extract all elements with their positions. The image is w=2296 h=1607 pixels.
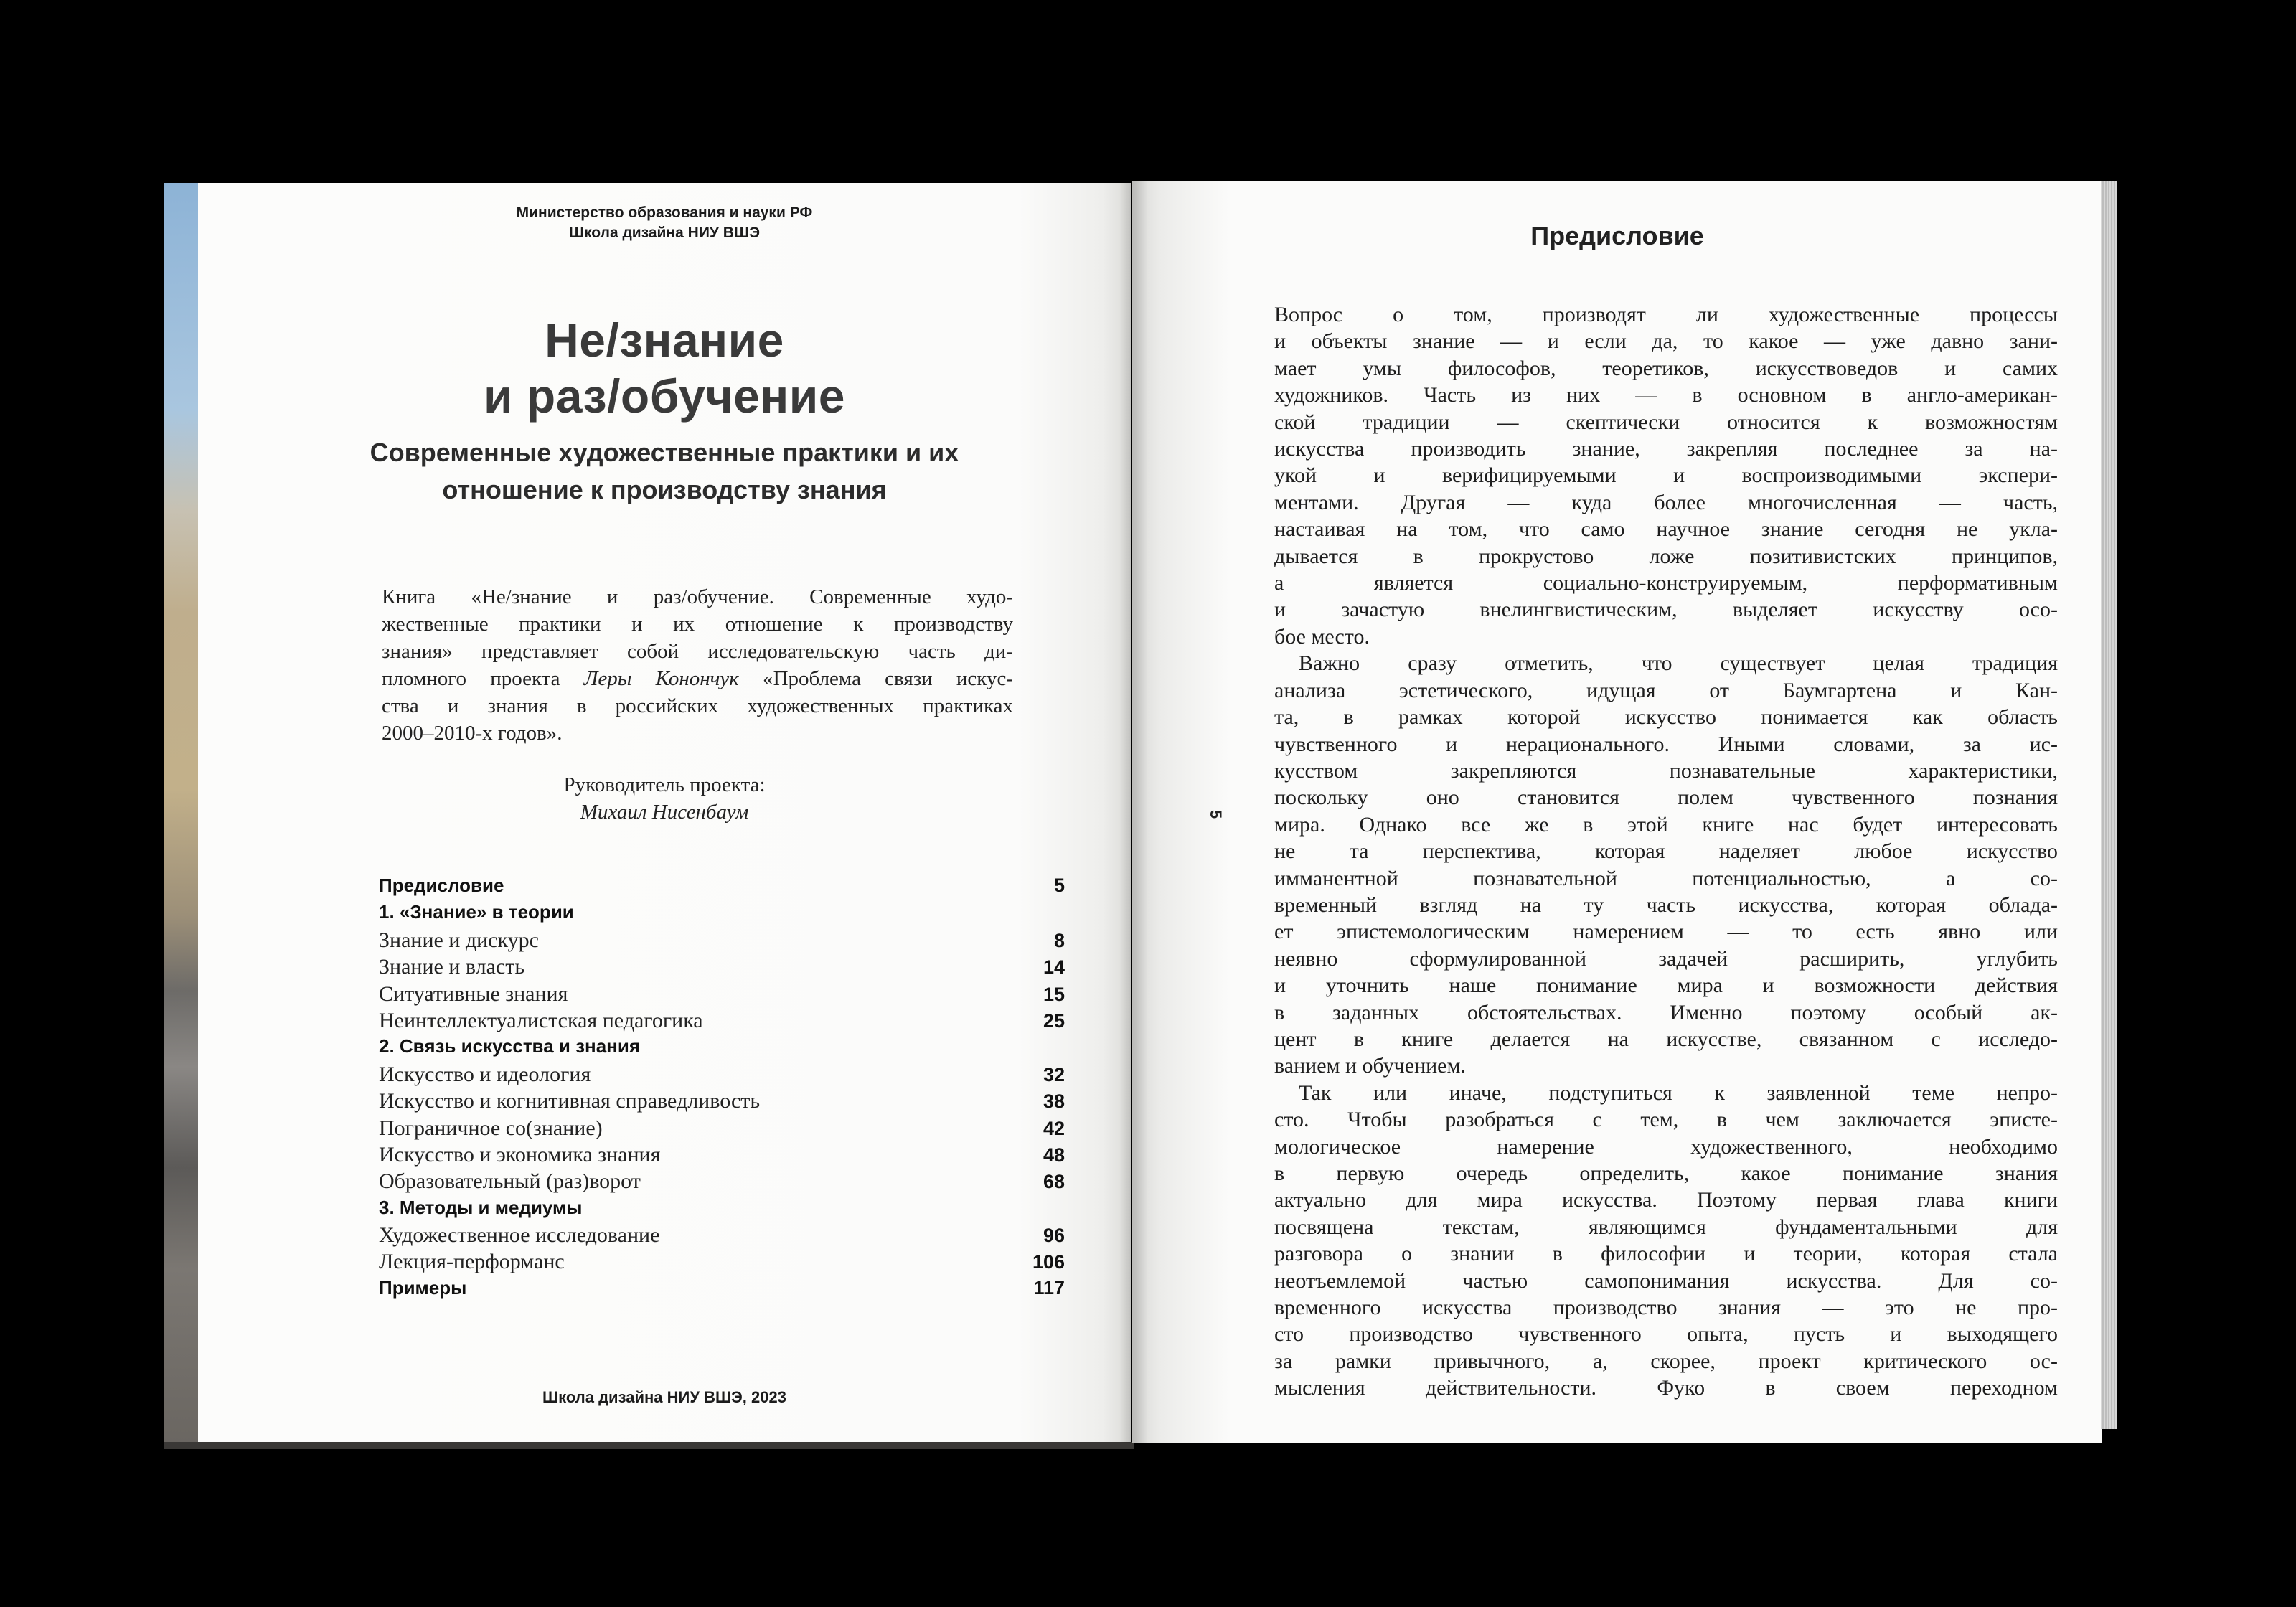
toc-entry-page: 48 [1043, 1144, 1065, 1166]
toc-entry [379, 928, 1065, 955]
toc-entry-page: 8 [1053, 929, 1065, 951]
supervisor-name: Михаил Нисенбаум [580, 801, 749, 824]
preface-line: бое место. [1274, 624, 1370, 649]
intro-line: ства и знания в российских художественных практиках [382, 694, 1013, 717]
preface-line: актуально для мира искусства. Поэтому первая глава книги [1274, 1188, 2058, 1212]
toc-entry [379, 1277, 1065, 1304]
book-title [198, 312, 1131, 424]
preface-line: мира. Однако все же в этой книге нас будет интересовать [1274, 812, 2058, 837]
intro-paragraph [382, 583, 1013, 747]
left-page-title-page [198, 183, 1131, 1442]
preface-line: и уточнить наше понимание мира и возможности действия [1274, 974, 2058, 998]
toc-entry-page: 25 [1043, 1009, 1065, 1032]
preface-line: неявно сформулированной задачей расширить, углубить [1274, 946, 2058, 971]
preface-line: имманентной познавательной потенциальностью, а со- [1274, 866, 2058, 890]
preface-line: чувственного и нерационального. Иными словами, за ис- [1274, 732, 2058, 756]
book-gutter [1119, 181, 1148, 1443]
preface-line: не та перспектива, которая наделяет любое искусство [1274, 839, 2058, 864]
preface-line: разговора о знании в философии и теории, которая стала [1274, 1242, 2058, 1266]
preface-line: ментами. Другая — куда более многочисленная — часть, [1274, 490, 2058, 514]
ministry-line: Министерство образования и науки РФ [516, 204, 813, 221]
toc-entry [379, 1116, 1065, 1143]
toc-entry [379, 1223, 1065, 1250]
publisher-block [198, 203, 1131, 243]
intro-line-author [382, 665, 1013, 692]
preface-line: в первую очередь определить, какое понимание знания [1274, 1161, 2058, 1185]
toc-entry [379, 1197, 1065, 1223]
toc-entry-title: Лекция-перформанс [379, 1250, 565, 1274]
preface-line: цент в книге делается на искусстве, связанном с исследо- [1274, 1027, 2058, 1051]
preface-line: настаивая на том, что само научное знание сегодня не укла- [1274, 517, 2058, 542]
author-name: Леры Конончук [583, 667, 739, 690]
toc-entry [379, 982, 1065, 1009]
intro-line: Книга «Не/знание и раз/обучение. Современные худо- [382, 585, 1013, 608]
toc-entry [379, 1250, 1065, 1276]
toc-entry-page: 32 [1043, 1063, 1065, 1085]
preface-line: мологическое намерение художественного, необходимо [1274, 1134, 2058, 1159]
supervisor-label: Руководитель проекта: [563, 773, 766, 796]
preface-line: кусством закрепляются познавательные характеристики, [1274, 758, 2058, 783]
preface-line: ет эпистемологическим намерением — то есть явно или [1274, 920, 2058, 944]
imprint: Школа дизайна НИУ ВШЭ, 2023 [542, 1388, 786, 1406]
toc-entry-title: Искусство и когнитивная справедливость [379, 1089, 761, 1113]
preface-line: Важно сразу отметить, что существует целая традиция [1299, 651, 2058, 676]
preface-body [1274, 301, 2058, 1402]
toc-entry-title: 2. Связь искусства и знания [379, 1035, 641, 1057]
cover-photo-edge [164, 183, 201, 1446]
preface-line: мает умы философов, теоретиков, искусствоведов и самих [1274, 356, 2058, 380]
preface-line: и объекты знание — и если да, то какое — уже давно зани- [1274, 329, 2058, 354]
table-of-contents [379, 875, 1065, 1304]
intro-text: «Проблема связи искус- [738, 667, 1013, 690]
preface-line: за рамки привычного, а, скорее, проект критического ос- [1274, 1349, 2058, 1373]
preface-line: укой и верифицируемыми и воспроизводимыми экспери- [1274, 463, 2058, 488]
toc-entry [379, 901, 1065, 928]
preface-line: временного искусства производство знания — это не про- [1274, 1296, 2058, 1320]
preface-line: в заданных обстоятельствах. Именно поэтому особый ак- [1274, 1000, 2058, 1024]
preface-line: художников. Часть из них — в основном в англо-американ- [1274, 383, 2058, 407]
toc-entry-title: Пограничное со(знание) [379, 1116, 603, 1140]
preface-line: ской традиции — скептически относится к возможностям [1274, 410, 2058, 434]
toc-entry-page: 68 [1043, 1171, 1065, 1193]
school-line: Школа дизайна НИУ ВШЭ [568, 225, 761, 241]
book-title-line-2: и раз/обучение [484, 369, 845, 423]
toc-entry [379, 1143, 1065, 1169]
toc-entry-title: Предисловие [379, 875, 504, 896]
toc-entry-page: 117 [1033, 1276, 1065, 1299]
preface-line: временный взгляд на ту часть искусства, которая облада- [1274, 892, 2058, 917]
preface-line: посвящена текстам, являющимся фундаментальными для [1274, 1215, 2058, 1239]
toc-entry-page: 14 [1043, 956, 1065, 979]
toc-entry-title: Искусство и экономика знания [379, 1142, 661, 1167]
toc-entry-title: Художественное исследование [379, 1223, 660, 1248]
right-page-preface [1132, 181, 2102, 1443]
toc-entry-page: 38 [1043, 1090, 1065, 1113]
toc-entry-title: 3. Методы и медиумы [379, 1196, 583, 1218]
toc-entry-page: 106 [1032, 1251, 1065, 1273]
preface-line: а является социально-конструируемым, перформативным [1274, 571, 2058, 595]
book-subtitle [198, 434, 1131, 509]
toc-entry [379, 1035, 1065, 1062]
preface-line: мысления действительности. Фуко в своем переходном [1274, 1376, 2058, 1400]
supervisor-block [198, 771, 1131, 826]
toc-entry [379, 1009, 1065, 1035]
toc-entry [379, 875, 1065, 901]
toc-entry-page: 5 [1053, 875, 1065, 896]
toc-entry-page: 96 [1043, 1225, 1065, 1247]
intro-line: знания» представляет собой исследовательскую часть ди- [382, 640, 1013, 663]
book-subtitle-line-2: отношение к производству знания [442, 475, 887, 504]
preface-heading: Предисловие [1530, 221, 1704, 250]
toc-entry-title: Ситуативные знания [379, 981, 568, 1006]
toc-entry [379, 1169, 1065, 1196]
toc-entry-page: 15 [1043, 983, 1065, 1005]
intro-line: жественные практики и их отношение к производству [382, 613, 1013, 636]
preface-line: ванием и обучением. [1274, 1054, 1466, 1078]
toc-entry-page: 42 [1043, 1117, 1065, 1139]
preface-line: та, в рамках которой искусство понимается как область [1274, 705, 2058, 730]
book-title-line-1: Не/знание [545, 314, 784, 367]
preface-line: сто производство чувственного опыта, пусть и выходящего [1274, 1322, 2058, 1347]
preface-line: анализа эстетического, идущая от Баумгартена и Кан- [1274, 678, 2058, 702]
preface-line: Так или иначе, подступиться к заявленной теме непро- [1299, 1080, 2058, 1105]
toc-entry-title: Знание и дискурс [379, 928, 539, 952]
toc-entry-title: Образовательный (раз)ворот [379, 1169, 641, 1194]
toc-entry-title: Примеры [379, 1276, 467, 1299]
toc-entry [379, 1062, 1065, 1089]
intro-line: 2000–2010-х годов». [382, 722, 563, 745]
preface-line: поскольку оно становится полем чувственного познания [1274, 786, 2058, 810]
toc-entry [379, 1089, 1065, 1116]
toc-entry-title: 1. «Знание» в теории [379, 901, 574, 923]
toc-entry [379, 955, 1065, 981]
cover-bottom-edge [164, 1442, 1134, 1449]
intro-text: пломного проекта [382, 667, 584, 690]
preface-line: дывается в прокрустово ложе позитивистских принципов, [1274, 544, 2058, 568]
page-number: 5 [1207, 809, 1225, 819]
toc-entry-title: Знание и власть [379, 955, 525, 979]
preface-line: сто. Чтобы разобраться с тем, в чем заключается эписте- [1274, 1108, 2058, 1132]
preface-line: искусства производить знание, закрепляя последнее за на- [1274, 437, 2058, 461]
preface-line: и зачастую внелингвистическим, выделяет искусству осо- [1274, 598, 2058, 622]
preface-line: неотъемлемой частью самопонимания искусства. Для со- [1274, 1268, 2058, 1293]
toc-entry-title: Искусство и идеология [379, 1062, 591, 1086]
page-block-edges [2101, 181, 2117, 1429]
book-subtitle-line-1: Современные художественные практики и их [370, 438, 959, 467]
toc-entry-title: Неинтеллектуалистская педагогика [379, 1008, 703, 1032]
preface-line: Вопрос о том, производят ли художественные процессы [1274, 303, 2058, 326]
